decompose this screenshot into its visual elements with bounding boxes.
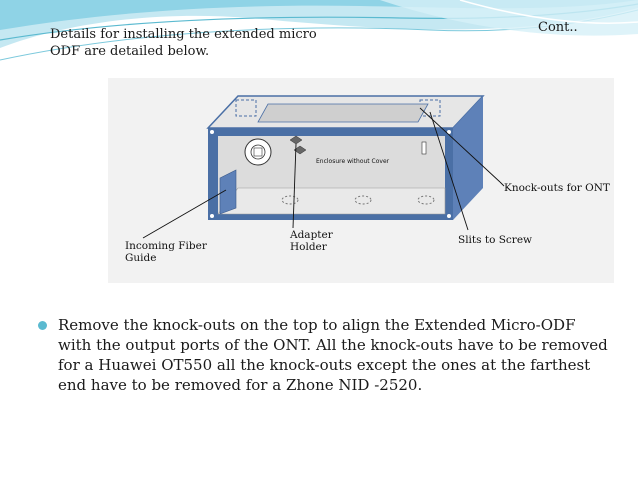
enclosure-floor — [218, 188, 445, 214]
bullet-item: Remove the knock-outs on the top to align the Extended Micro-ODF with the output ports of the ONT. All the knock-outs have to be removed for a Huawei OT550 all the knock-outs except the ones at the farthest end have to be removed for a Zhone NID -2520. — [58, 316, 608, 394]
continued-label: Cont.. — [538, 20, 578, 35]
top-opening — [258, 104, 428, 122]
label-slits-to-screw: Slits to Screw — [458, 234, 533, 246]
slide-heading: Details for installing the extended micro ODF are detailed below. — [50, 27, 317, 59]
label-knockouts-for-ont: Knock-outs for ONT — [504, 182, 610, 194]
label-adapter-holder: Adapter Holder — [290, 229, 333, 253]
bullet-icon — [38, 321, 47, 330]
enclosure-figure — [108, 78, 614, 283]
label-incoming-fiber-guide: Incoming Fiber Guide — [125, 240, 207, 264]
enclosure-caption: Enclosure without Cover — [316, 158, 390, 165]
side-slot — [422, 142, 426, 154]
